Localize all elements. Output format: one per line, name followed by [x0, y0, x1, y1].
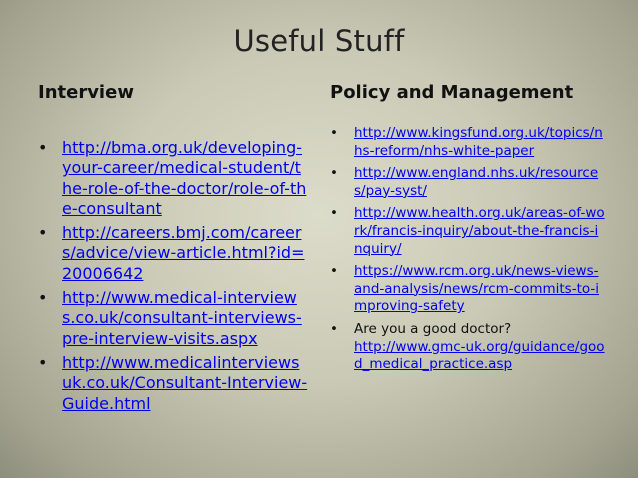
list-item	[38, 138, 308, 219]
bullet-icon: •	[330, 263, 338, 280]
list-item	[330, 205, 605, 258]
kingsfund-white-paper-link[interactable]: http://www.kingsfund.org.uk/topics/nhs-reform/nhs-white-paper	[354, 125, 603, 159]
gmc-good-practice-link[interactable]: http://www.gmc-uk.org/guidance/good_medical_practice.asp	[354, 338, 605, 373]
bullet-icon: •	[38, 352, 48, 372]
list-item	[330, 125, 605, 160]
rcm-safety-link[interactable]: https://www.rcm.org.uk/news-views-and-analysis/news/rcm-commits-to-improving-safety	[354, 263, 600, 315]
good-doctor-text: Are you a good doctor?	[354, 320, 512, 337]
interview-link-list	[38, 138, 308, 418]
list-item	[38, 223, 308, 284]
bullet-icon: •	[330, 125, 338, 141]
list-item	[38, 353, 308, 414]
slide-title: Useful Stuff	[233, 24, 405, 58]
policy-link-list	[330, 125, 605, 379]
francis-inquiry-link[interactable]: http://www.health.org.uk/areas-of-work/francis-inquiry/about-the-francis-inquiry/	[354, 205, 605, 257]
bullet-icon: •	[38, 223, 48, 243]
bullet-icon: •	[38, 288, 48, 308]
interview-heading: Interview	[38, 82, 134, 103]
medical-interviews-visits-link[interactable]: http://www.medical-interviews.co.uk/consultant-interviews-pre-interview-visits.aspx	[62, 288, 302, 348]
list-item	[330, 321, 605, 374]
bullet-icon: •	[330, 165, 338, 182]
policy-management-heading: Policy and Management	[330, 82, 574, 103]
bullet-icon: •	[330, 320, 338, 337]
list-item	[330, 165, 605, 200]
list-item	[38, 288, 308, 349]
bullet-icon: •	[330, 205, 338, 222]
list-item	[330, 263, 605, 316]
bmj-careers-link[interactable]: http://careers.bmj.com/careers/advice/view-article.html?id=20006642	[62, 223, 305, 283]
consultant-interview-guide-link[interactable]: http://www.medicalinterviewsuk.co.uk/Consultant-Interview-Guide.html	[62, 352, 308, 413]
bullet-icon: •	[38, 138, 48, 157]
nhs-pay-system-link[interactable]: http://www.england.nhs.uk/resources/pay-syst/	[354, 165, 599, 199]
bma-consultant-role-link[interactable]: http://bma.org.uk/developing-your-career/medical-student/the-role-of-the-doctor/role-of-the-consultant	[62, 138, 307, 218]
